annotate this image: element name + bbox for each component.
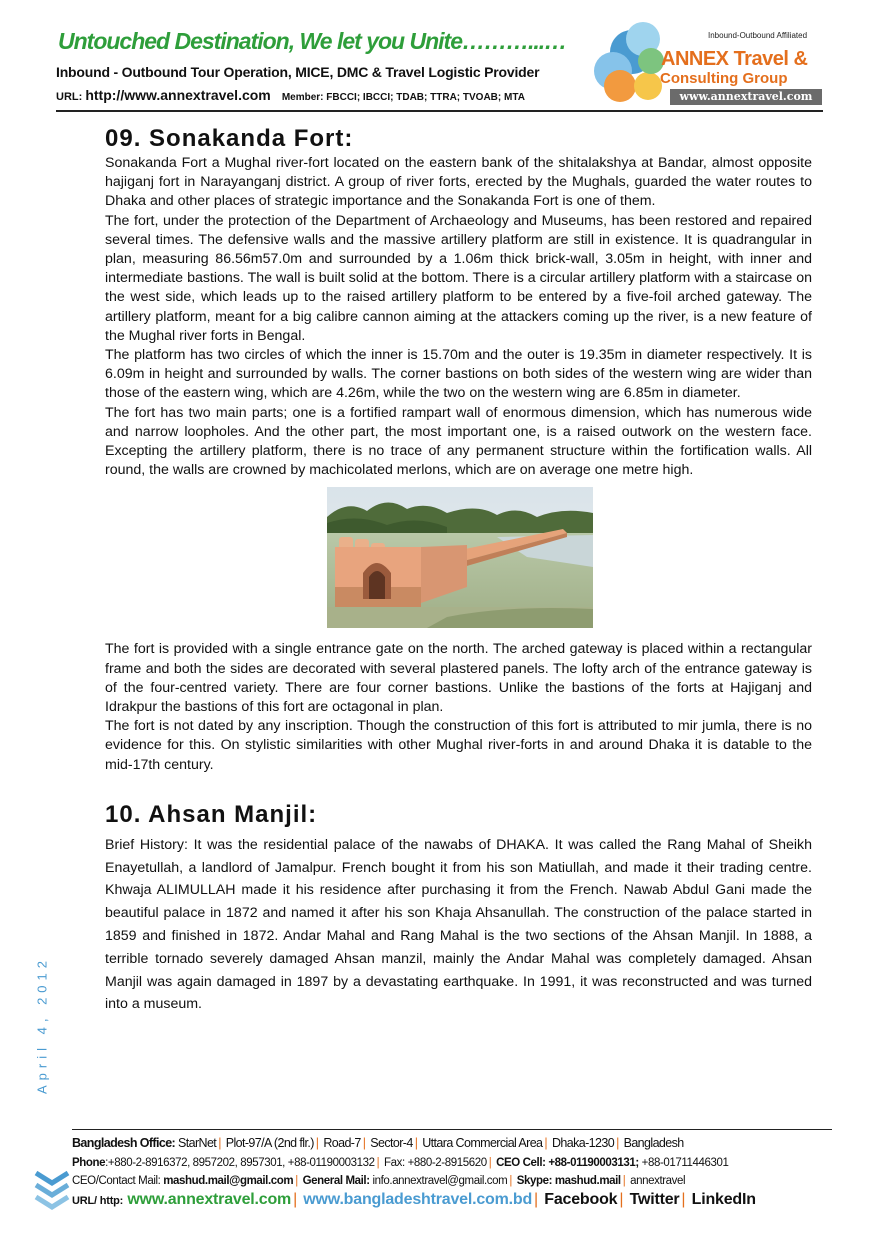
office-part: Sector-4 bbox=[370, 1136, 413, 1150]
ceo-cell-label: CEO Cell: bbox=[496, 1157, 546, 1169]
footer-url-label: URL/ http: bbox=[72, 1195, 124, 1207]
office-label: Bangladesh Office: bbox=[72, 1136, 176, 1150]
footer-site-link-2[interactable]: www.bangladeshtravel.com.bd bbox=[303, 1191, 533, 1208]
tagline: Untouched Destination, We let you Unite………...… bbox=[58, 28, 567, 54]
footer-divider bbox=[72, 1129, 832, 1130]
logo-circle-yellow bbox=[634, 72, 662, 100]
header-url-line bbox=[56, 87, 525, 103]
footer-phone-line: Phone:+880-2-8916372, 8957202, 8957301, +88-01190003132 | Fax: +880-2-8915620 | CEO Cell: +88-01190003131; +88-01711446301 bbox=[72, 1157, 729, 1169]
logo-circle-orange bbox=[604, 70, 636, 102]
general-mail-label: General Mail: bbox=[302, 1175, 370, 1187]
paragraph: Brief History: It was the residential palace of the nawabs of DHAKA. It was called the Rang Mahal of Sheikh Enayetullah, a landlord of Jamalpur. French bought it from his son Matiullah, and made it their trading centre. Khwaja ALIMULLAH made it his residence after purchasing it from the French. Nawab Abdul Gani made the beautiful palace in 1872 and named it after his son Khaja Ahsanullah. The construction of the palace started in 1859 and finished in 1872. Andar Mahal and Rang Mahal is the two sections of the Ahsan Manjil. In 1888, a terrible tornado severely damaged Ahsan manzil, mainly the Andar Mahal was completely damaged. Ahsan Manjil was again damaged in 1897 by a devastating earthquake. In 1991, it was reconstructed and was turned into a museum. bbox=[105, 836, 812, 1013]
chevron-down-icon bbox=[34, 1147, 70, 1227]
office-part: Plot-97/A (2nd flr.) bbox=[225, 1136, 314, 1150]
phone-label: Phone bbox=[72, 1157, 106, 1169]
office-part: Uttara Commercial Area bbox=[422, 1136, 543, 1150]
side-date-text: April 4, 2012 bbox=[34, 956, 50, 1094]
twitter-link[interactable]: Twitter bbox=[629, 1191, 680, 1208]
paragraph: The fort, under the protection of the Department of Archaeology and Museums, has been restored and repaired several times. The defensive walls and the massive artillery platform are still in existence. It is quadrangular in plan, measuring 86.56m57.0m and surrounded by a 1.06m thick brick-wall, 3.05m in height, with inner and intermediate bastions. The wall is built solid at the bottom. There is a circular artillery platform with a staircase on the west side, which leads up to the raised artillery platform to be entered by a five-foil arched gateway. The artillery platform, meant for a big calibre cannon aiming at the attackers coming up the river, is a new feature of the Mughal river forts in Bengal. bbox=[105, 212, 812, 344]
ceo-cell-number: +88-01190003131; bbox=[548, 1157, 639, 1169]
footer-office-line: Bangladesh Office: StarNet | Plot-97/A (2nd flr.) | Road-7 | Sector-4 | Uttara Commercial Area | Dhaka-1230 | Bangladesh bbox=[72, 1136, 684, 1150]
paragraph: The fort is not dated by any inscription. Though the construction of this fort is attributed to mir jumla, there is no evidence for this. On stylistic similarities with other Mughal river-forts in and around Dhaka it is datable to the mid-17th century. bbox=[105, 718, 812, 773]
url-label: URL: bbox=[56, 91, 83, 103]
contact-mail-label: CEO/Contact Mail: bbox=[72, 1175, 161, 1187]
side-date bbox=[32, 955, 52, 1095]
linkedin-link[interactable]: LinkedIn bbox=[691, 1191, 756, 1208]
paragraph: The fort is provided with a single entrance gate on the north. The arched gateway is placed within a rectangular frame and both the sides are decorated with several plastered panels. The lofty arch of the entrance gateway is of the four-centred variety. There are four corner bastions. Unlike the bastions of the forts at Hajiganj and Idrakpur the bastions of this fort are octagonal in plan. bbox=[105, 641, 812, 716]
contact-mail[interactable]: mashud.mail@gmail.com bbox=[163, 1175, 294, 1187]
office-part: Bangladesh bbox=[623, 1136, 684, 1150]
member-list: Member: FBCCI; IBCCI; TDAB; TTRA; TVOAB; MTA bbox=[281, 92, 525, 103]
logo-name: ANNEX Travel & bbox=[661, 48, 808, 70]
footer-site-link[interactable]: www.annextravel.com bbox=[127, 1191, 292, 1208]
logo-group: Consulting Group bbox=[660, 70, 788, 87]
section-title-ahsan-manjil: 10. Ahsan Manjil: bbox=[105, 800, 318, 828]
header-divider bbox=[56, 110, 823, 112]
skype-label: Skype: bbox=[516, 1175, 553, 1187]
skype-id-2: annextravel bbox=[630, 1175, 686, 1187]
section-title-sonakanda: 09. Sonakanda Fort: bbox=[105, 125, 354, 152]
fort-photo-illustration bbox=[327, 487, 593, 628]
main-content bbox=[105, 124, 812, 1016]
page-footer bbox=[0, 1125, 870, 1253]
office-part: StarNet bbox=[178, 1136, 217, 1150]
ceo-cell-number-2: +88-01711446301 bbox=[641, 1157, 729, 1169]
logo-website: www.annextravel.com bbox=[670, 89, 822, 105]
header-url-link[interactable]: http://www.annextravel.com bbox=[85, 87, 271, 103]
general-mail[interactable]: info.annextravel@gmail.com bbox=[372, 1175, 508, 1187]
skype-id: mashud.mail bbox=[554, 1175, 621, 1187]
paragraph: The platform has two circles of which the inner is 15.70m and the outer is 19.35m in diameter respectively. It is 6.09m in height and surrounded by walls. The corner bastions on both sides of the western wing are wider than those of the eastern wing, which are 4.26m, while the two on the western wing are 6.85m in diameter. bbox=[105, 347, 812, 402]
fax-number: Fax: +880-2-8915620 bbox=[384, 1157, 487, 1169]
facebook-link[interactable]: Facebook bbox=[544, 1191, 618, 1208]
header-subtitle: Inbound - Outbound Tour Operation, MICE, DMC & Travel Logistic Provider bbox=[56, 64, 540, 80]
footer-mail-line: CEO/Contact Mail: mashud.mail@gmail.com | General Mail: info.annextravel@gmail.com | Skype: mashud.mail | annextravel bbox=[72, 1175, 686, 1187]
logo-affiliated-text: Inbound-Outbound Affiliated bbox=[708, 31, 808, 40]
paragraph: Sonakanda Fort a Mughal river-fort located on the eastern bank of the shitalakshya at Bandar, almost opposite hajiganj fort in Narayanganj district. A group of river forts, erected by the Mughals, guarded the water routes to Dhaka and other places of strategic importance and the Sonakanda Fort is one of them. bbox=[105, 155, 812, 210]
footer-links-line: URL/ http: www.annextravel.com | www.bangladeshtravel.com.bd | Facebook | Twitter | LinkedIn bbox=[72, 1191, 756, 1208]
paragraph: The fort has two main parts; one is a fortified rampart wall of enormous dimension, which has numerous wide and narrow loopholes. And the other part, the most important one, is a raised outwork on the western face. Excepting the artillery platform, there is no trace of any permanent structure within the fortification walls. All round, the walls are crowned by machicolated merlons, which are on average one metre high. bbox=[105, 404, 812, 479]
phone-numbers: :+880-2-8916372, 8957202, 8957301, +88-01190003132 bbox=[105, 1157, 375, 1169]
office-part: Dhaka-1230 bbox=[551, 1136, 615, 1150]
office-part: Road-7 bbox=[323, 1136, 361, 1150]
page-header bbox=[0, 0, 870, 115]
fort-photo bbox=[327, 487, 593, 628]
company-logo bbox=[590, 8, 830, 108]
